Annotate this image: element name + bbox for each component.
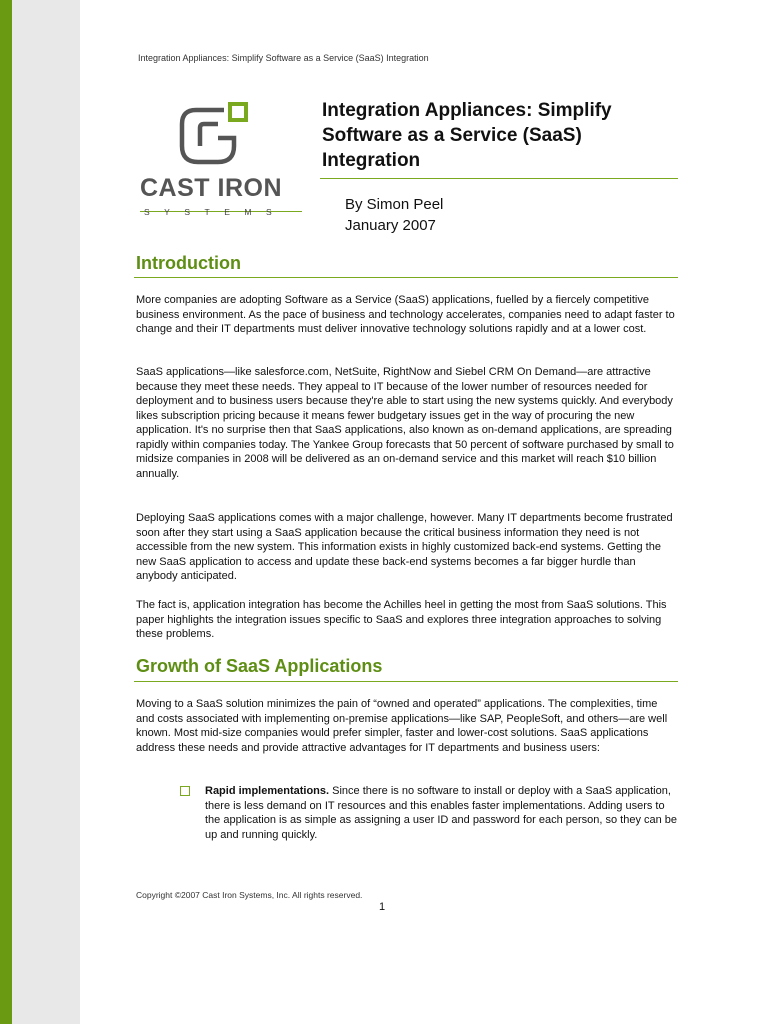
document-title: Integration Appliances: Simplify Software as a Service (SaaS) Integration (322, 100, 612, 171)
copyright-notice: Copyright ©2007 Cast Iron Systems, Inc. All rights reserved. (136, 890, 363, 900)
intro-paragraph-2: SaaS applications—like salesforce.com, NetSuite, RightNow and Siebel CRM On Demand—are attractive because they meet these needs. They appeal to IT because of the lower number of resources needed for deployment and to business users because they're able to start using the new systems quickly. And everybody likes subscription pricing because it means fewer budgetary issues get in the way of procuring the new application. It's no surprise then that SaaS applications, also known as on-demand applications, are spreading rapidly within companies today. The Yankee Group forecasts that 50 percent of software purchased by small to midsize companies in 2008 will be delivered as an on-demand service and this market will reach $10 billion annually. (136, 366, 674, 480)
publication-date: January 2007 (345, 217, 436, 234)
intro-paragraph-3: Deploying SaaS applications comes with a major challenge, however. Many IT departments become frustrated soon after they start using a SaaS application because the critical business information they need is not accessible from the new system. This information exists in highly customized back-end systems. Getting the new SaaS application to access and update these back-end systems becomes a far bigger hurdle than anybody anticipated. (136, 512, 673, 582)
square-bullet-icon (180, 786, 190, 796)
introduction-heading: Introduction (136, 253, 241, 273)
left-accent-bar (0, 0, 12, 1024)
introduction-divider (134, 277, 678, 278)
logo-mark-icon (178, 100, 268, 172)
bullet-body: Since there is no software to install or deploy with a SaaS application, there is less demand on IT resources and this enables faster implementations. Adding users to the application is as simple as assigning a user ID and password for each person, so they can be up and running quickly. (205, 785, 678, 841)
growth-paragraph: Moving to a SaaS solution minimizes the pain of “owned and operated” applications. The complexities, time and costs associated with implementing on-premise applications—like SAP, PeopleSoft, and others—are well known. Most mid-size companies would prefer simpler, faster and lower-cost solutions. SaaS applications address these needs and provide attractive advantages for IT departments and business users: (136, 698, 668, 754)
left-margin (12, 0, 80, 1024)
byline (345, 194, 443, 236)
intro-paragraph-4: The fact is, application integration has become the Achilles heel in getting the most from SaaS solutions. This paper highlights the integration issues specific to SaaS and explores three integration approaches to solving these problems. (136, 599, 667, 640)
bullet-title: Rapid implementations. (205, 785, 330, 797)
page-number: 1 (379, 901, 386, 913)
title-divider (320, 178, 678, 179)
author: By Simon Peel (345, 196, 444, 213)
running-header: Integration Appliances: Simplify Software as a Service (SaaS) Integration (138, 53, 429, 63)
logo-wordmark: CAST IRON (140, 174, 282, 202)
intro-paragraph-1: More companies are adopting Software as a Service (SaaS) applications, fuelled by a fiercely competitive business environment. As the pace of business and technology accelerates, companies need to adapt faster to change and their IT departments must deliver innovative technology solutions rapidly and at a lower cost. (136, 294, 675, 335)
bullet-text (205, 784, 680, 842)
growth-heading: Growth of SaaS Applications (136, 656, 383, 676)
document-page (80, 0, 768, 1024)
logo-subtitle: SYSTEMS (144, 207, 287, 217)
cast-iron-logo (140, 100, 310, 220)
growth-divider (134, 681, 678, 682)
